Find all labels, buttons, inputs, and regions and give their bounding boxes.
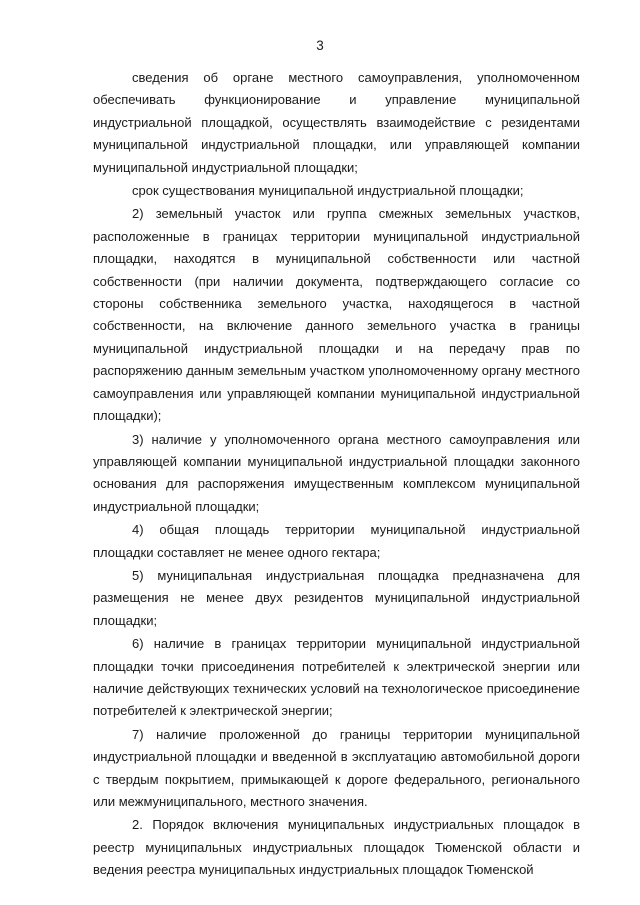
paragraph-section-2: 2. Порядок включения муниципальных индустриальных площадок в реестр муниципальных индустриальных площадок Тюменской области и ведения реестра муниципальных индустриальных площадок Тюменской [93,817,580,878]
paragraph-item-4: 4) общая площадь территории муниципальной индустриальной площадки составляет не менее одного гектара; [93,522,580,560]
paragraph-item-7: 7) наличие проложенной до границы территории муниципальной индустриальной площадки и введенной в эксплуатацию автомобильной дороги с твердым покрытием, примыкающей к дороге федерального, регионального или межмуниципального, местного значения. [93,726,580,809]
paragraph-item-5: 5) муниципальная индустриальная площадка предназначена для размещения не менее двух резидентов муниципальной индустриальной площадки; [93,567,580,628]
paragraph-authority-info: сведения об органе местного самоуправления, уполномоченном обеспечивать функционирование и управление муниципальной индустриальной площадкой, осуществлять взаимодействие с резидентами муниципальной индустриальной площадки, или управляющей компании муниципальной индустриальной площадки; [93,70,580,175]
paragraph-term: срок существования муниципальной индустриальной площадки; [132,183,524,199]
page-number: 3 [316,38,324,53]
paragraph-item-6: 6) наличие в границах территории муниципальной индустриальной площадки точки присоединения потребителей к электрической энергии или наличие действующих технических условий на технологическое присоединение потребителей к электрической энергии; [93,636,580,719]
paragraph-item-2: 2) земельный участок или группа смежных земельных участков, расположенные в границах территории муниципальной индустриальной площадки, находятся в муниципальной собственности или частной собственности (при наличии документа, подтверждающего согласие со стороны собственника земельного участка, находящегося в частной собственности, на включение данного земельного участка в границы муниципальной индустриальной площадки и на передачу прав по распоряжению данным земельным участком уполномоченному органу местного самоуправления или управляющей компании муниципальной индустриальной площадки); [93,206,580,424]
paragraph-item-3: 3) наличие у уполномоченного органа местного самоуправления или управляющей компании муниципальной индустриальной площадки законного основания для распоряжения имущественным комплексом муниципальной индустриальной площадки; [93,431,580,514]
document-body [93,67,580,882]
